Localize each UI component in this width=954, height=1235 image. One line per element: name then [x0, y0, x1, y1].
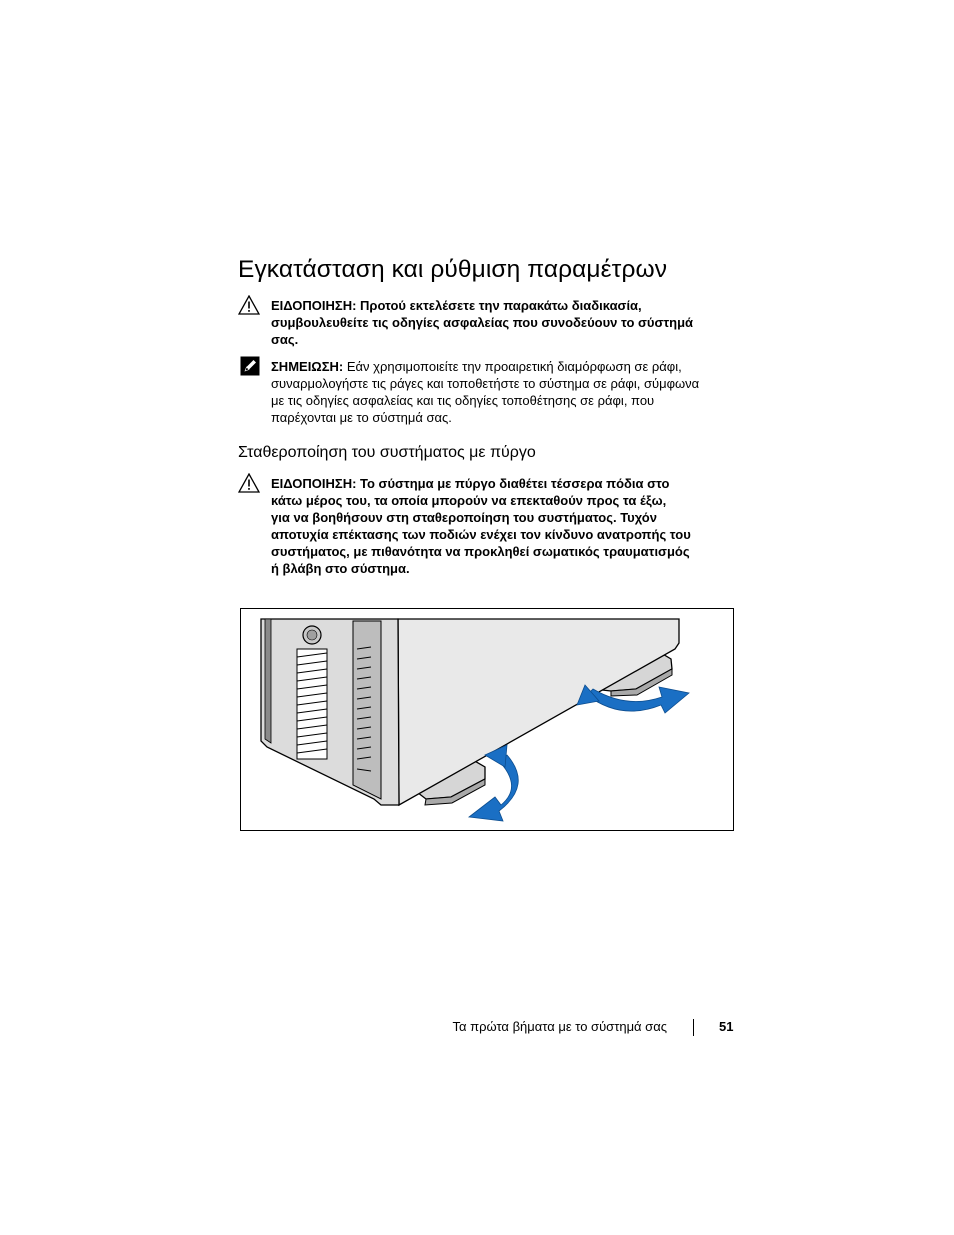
warning-triangle-icon: [238, 295, 260, 315]
page-title: Εγκατάσταση και ρύθμιση παραμέτρων: [238, 256, 668, 283]
warning2-line: για να βοηθήσουν στη σταθεροποίηση του συστήματος. Τυχόν: [271, 510, 657, 525]
footer-chapter-title: Τα πρώτα βήματα με το σύστημά σας: [452, 1019, 667, 1034]
warning2-line: συστήματος, με πιθανότητα να προκληθεί σωματικός τραυματισμός: [271, 544, 690, 559]
warning2-line: αποτυχία επέκτασης των ποδιών ενέχει τον κίνδυνο ανατροπής του: [271, 527, 691, 542]
note1-line: Εάν χρησιμοποιείτε την προαιρετική διαμόρφωση σε ράφι,: [343, 359, 682, 374]
section-heading: Σταθεροποίηση του συστήματος με πύργο: [238, 444, 536, 461]
warning1-line: συμβουλευθείτε τις οδηγίες ασφαλείας που συνοδεύουν το σύστημά: [271, 315, 694, 330]
note1-line: συναρμολογήστε τις ράγες και τοποθετήστε το σύστημα σε ράφι, σύμφωνα: [271, 376, 700, 391]
warning1-line: σας.: [271, 332, 299, 347]
pencil-note-icon: [240, 356, 260, 376]
note1-line: με τις οδηγίες ασφαλείας και τις οδηγίες τοποθέτησης σε ράφι, που: [271, 393, 655, 408]
warning1-line: ΕΙΔΟΠΟΙΗΣΗ: Προτού εκτελέσετε την παρακάτω διαδικασία,: [271, 298, 642, 313]
note-label: ΣΗΜΕΙΩΣΗ:: [271, 359, 344, 374]
tower-feet-illustration: [240, 608, 734, 831]
power-button-inner: [307, 630, 317, 640]
bezel-edge: [265, 619, 271, 743]
warning2-line: ή βλάβη στο σύστημα.: [271, 561, 410, 576]
warning-safety-instructions: [271, 297, 741, 348]
tower-feet-drawing: [241, 609, 734, 831]
bezel-vents: [297, 649, 327, 759]
chassis-side-panel: [398, 619, 679, 805]
warning2-line: ΕΙΔΟΠΟΙΗΣΗ: Το σύστημα με πύργο διαθέτει τέσσερα πόδια στο: [271, 476, 670, 491]
page-number: 51: [719, 1019, 734, 1034]
warning2-line: κάτω μέρος του, τα οποία μπορούν να επεκταθούν προς τα έξω,: [271, 493, 667, 508]
note-rack-configuration: [271, 358, 741, 426]
warning-tower-stabilization: [271, 475, 741, 577]
footer-separator: [693, 1019, 694, 1036]
warning-triangle-icon: [238, 473, 260, 493]
note1-line: παρέχονται με το σύστημά σας.: [271, 410, 452, 425]
